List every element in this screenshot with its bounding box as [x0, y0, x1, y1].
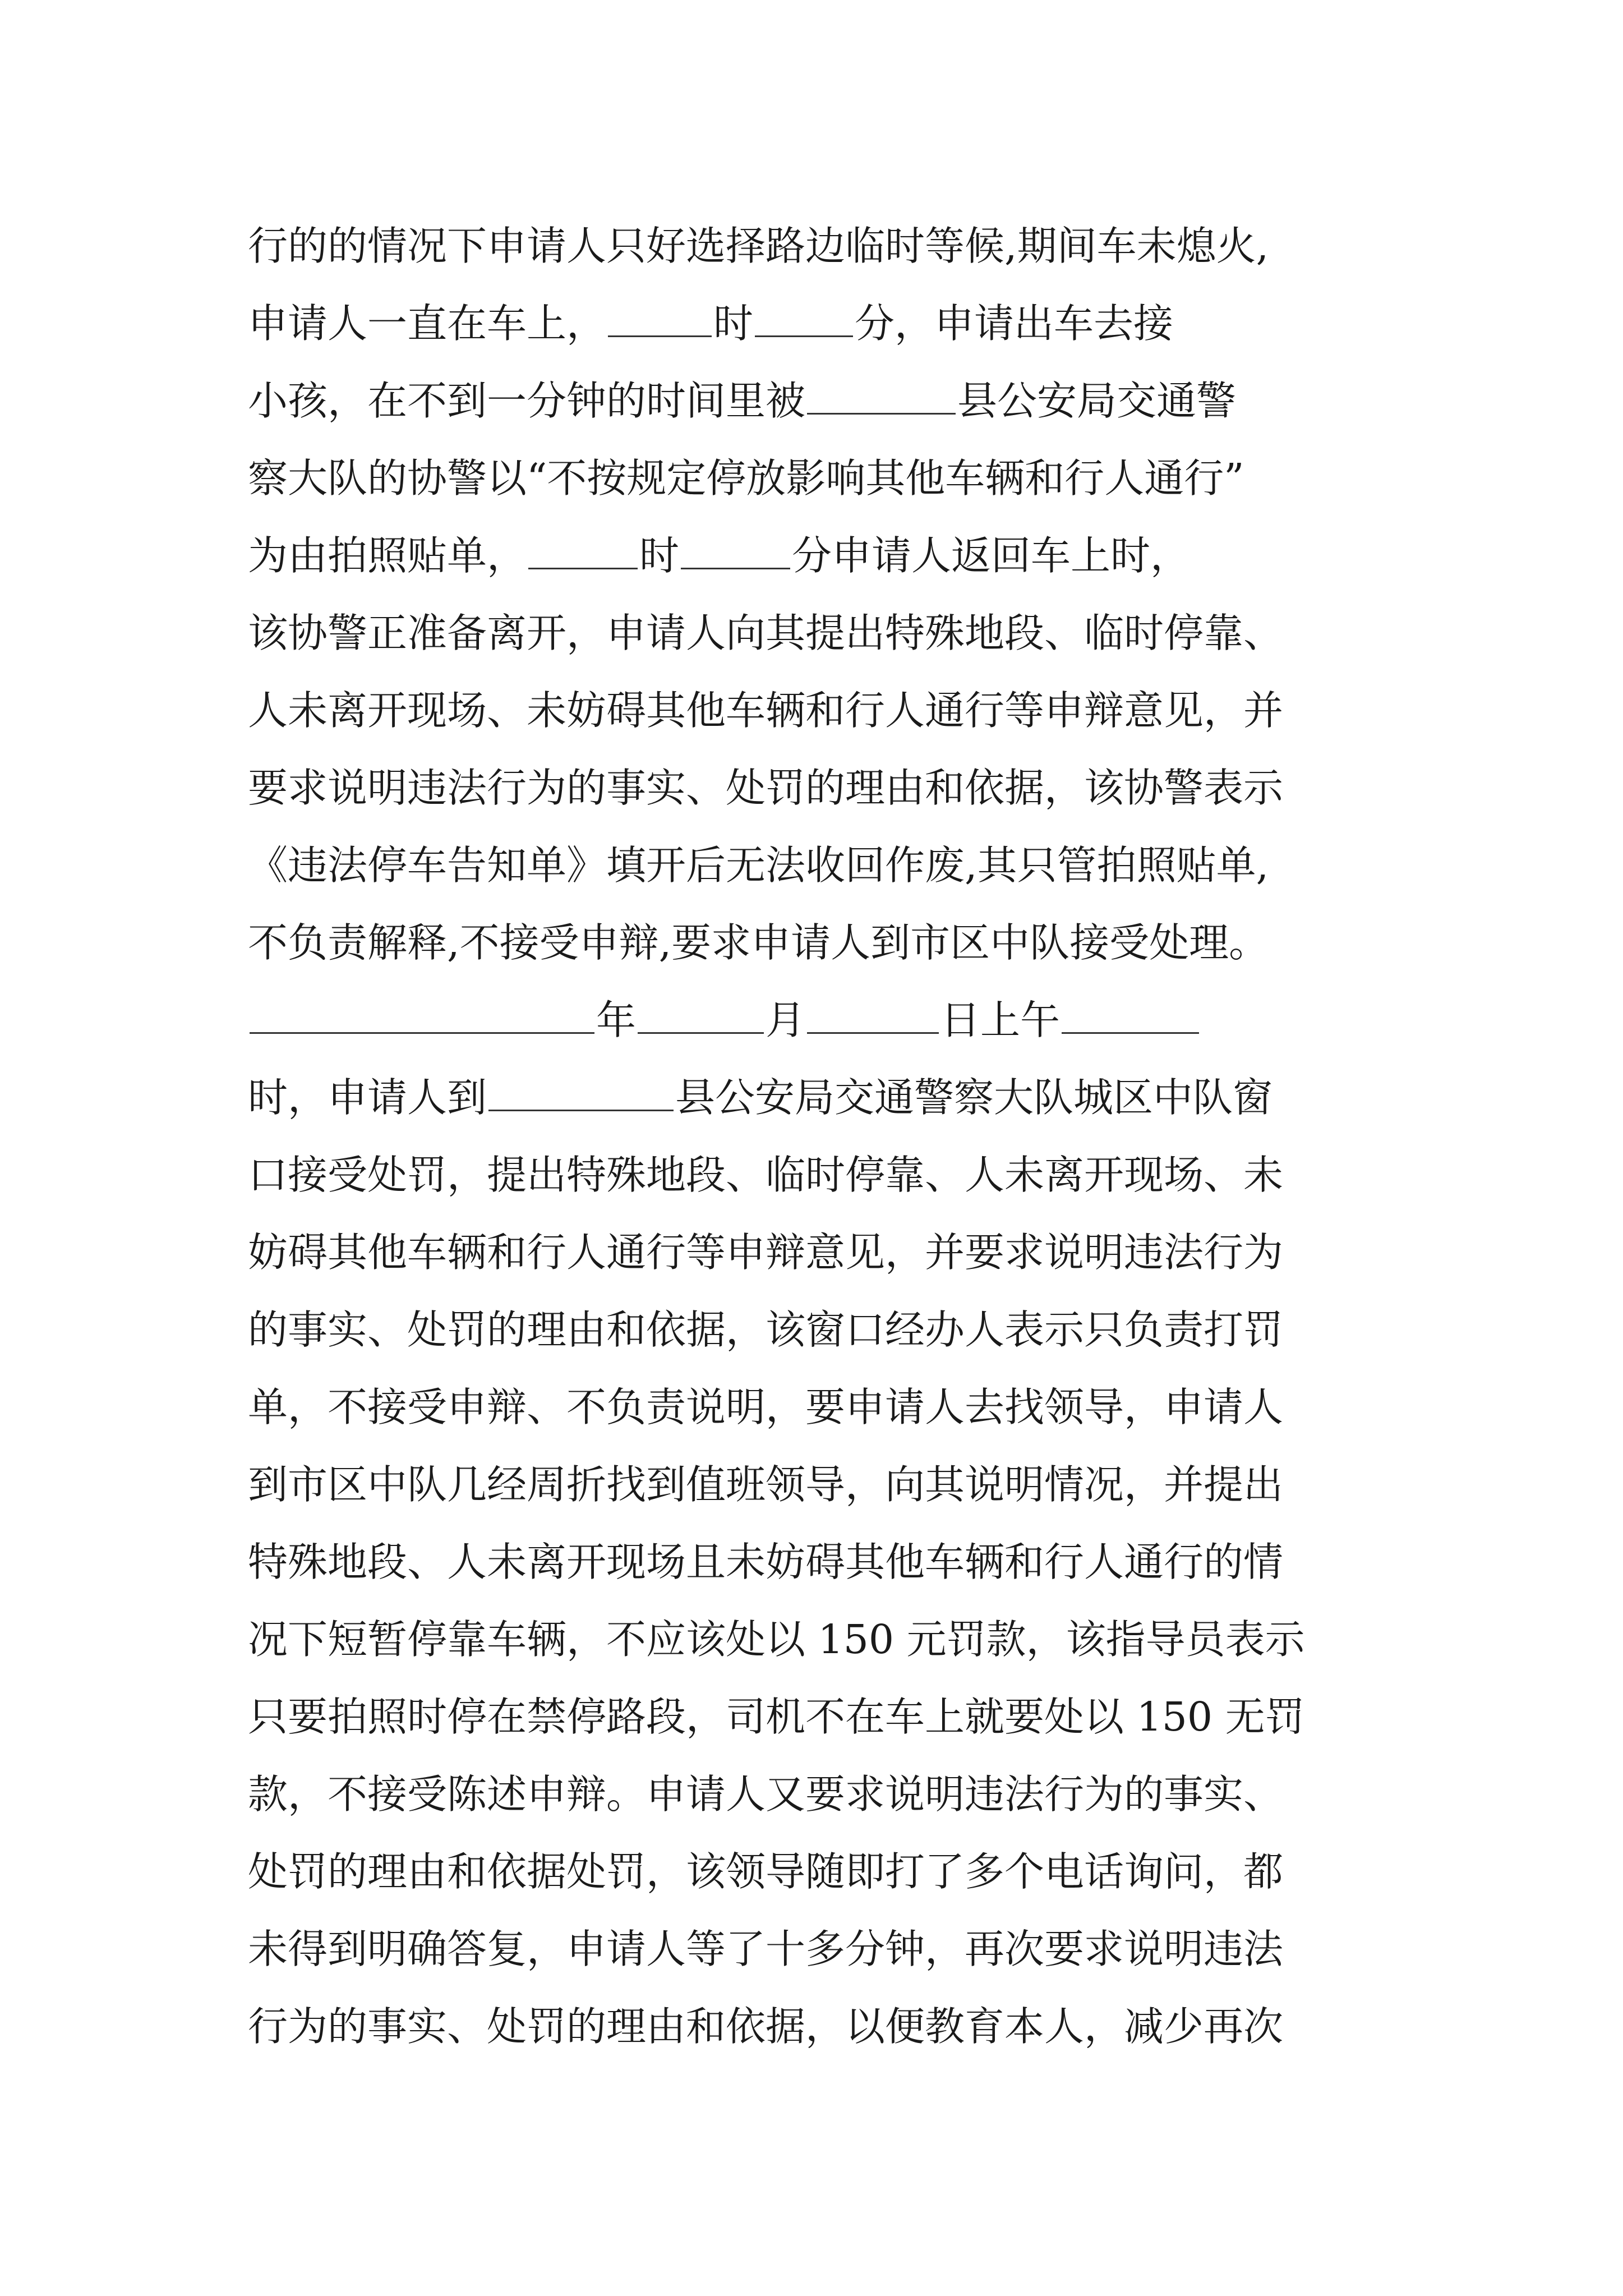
text-line	[248, 672, 1403, 749]
text-line	[248, 904, 1403, 982]
text-segment: 未得到明确答复，申请人等了十多分钟，再次要求说明违法	[248, 1926, 1284, 1972]
text-line	[248, 1911, 1403, 1988]
text-segment: 时，申请人到	[248, 1074, 487, 1121]
text-segment: 要求说明违法行为的事实、处罚的理由和依据，该协警表示	[248, 765, 1284, 811]
text-line	[248, 1756, 1403, 1833]
text-segment: 的事实、处罚的理由和依据，该窗口经办人表示只负责打罚	[248, 1306, 1284, 1353]
text-segment: 单，不接受申辩、不负责说明，要申请人去找领导，申请人	[248, 1384, 1284, 1430]
text-segment: 人未离开现场、未妨碍其他车辆和行人通行等申辩意见，并	[248, 687, 1284, 734]
text-segment: 申请人一直在车上，	[248, 300, 607, 347]
text-segment: 处罚的理由和依据处罚，该领导随即打了多个电话询问，都	[248, 1848, 1284, 1895]
text-segment: 时	[713, 300, 754, 347]
text-segment: 妨碍其他车辆和行人通行等申辩意见，并要求说明违法行为	[248, 1229, 1284, 1276]
text-line	[248, 1601, 1403, 1678]
fill-in-blank	[807, 995, 939, 1034]
text-line	[248, 1214, 1403, 1291]
text-segment: 行为的事实、处罚的理由和依据，以便教育本人，减少再次	[248, 2003, 1284, 2050]
fill-in-blank	[681, 530, 790, 569]
text-segment: 小孩，在不到一分钟的时间里被	[248, 378, 806, 424]
text-segment: 分，申请出车去接	[855, 300, 1174, 347]
text-segment: 该协警正准备离开，申请人向其提出特殊地段、临时停靠、	[248, 610, 1284, 656]
text-line	[248, 1524, 1403, 1601]
text-line	[248, 1446, 1403, 1524]
text-line	[248, 1369, 1403, 1446]
text-segment: 行的的情况下申请人只好选择路边临时等候,期间车未熄火,	[248, 223, 1269, 269]
text-segment: 只要拍照时停在禁停路段，司机不在车上就要处以 150 无罚	[248, 1694, 1305, 1740]
fill-in-blank	[488, 1072, 674, 1111]
text-line	[248, 1833, 1403, 1911]
text-line	[248, 285, 1403, 362]
text-segment: 到市区中队几经周折找到值班领导，向其说明情况，并提出	[248, 1461, 1284, 1508]
fill-in-blank	[638, 995, 764, 1034]
text-line	[248, 1988, 1403, 2065]
text-segment: 日上午	[940, 997, 1061, 1043]
fill-in-blank	[608, 298, 712, 337]
text-segment: 不负责解释,不接受申辩,要求申请人到市区中队接受处理。	[248, 919, 1269, 966]
text-segment: 县公安局交通警察大队城区中队窗	[675, 1074, 1273, 1121]
text-line	[248, 1059, 1403, 1137]
fill-in-blank	[528, 530, 638, 569]
text-line	[248, 208, 1403, 285]
text-segment: 款，不接受陈述申辩。申请人又要求说明违法行为的事实、	[248, 1771, 1284, 1818]
text-line	[248, 827, 1403, 904]
text-segment: 时	[639, 532, 680, 579]
text-segment: 月	[766, 997, 806, 1043]
text-segment: 口接受处罚，提出特殊地段、临时停靠、人未离开现场、未	[248, 1152, 1284, 1198]
text-line	[248, 595, 1403, 672]
text-segment: 况下短暂停靠车辆，不应该处以 150 元罚款，该指导员表示	[248, 1616, 1305, 1663]
fill-in-blank	[807, 375, 956, 415]
text-line	[248, 749, 1403, 827]
text-segment: 县公安局交通警	[957, 378, 1237, 424]
text-segment: 为由拍照贴单，	[248, 532, 527, 579]
fill-in-blank	[755, 298, 853, 337]
text-line	[248, 1137, 1403, 1214]
text-segment: 察大队的协警以“不按规定停放影响其他车辆和行人通行”	[248, 455, 1244, 501]
body-text	[248, 208, 1403, 2065]
text-line	[248, 982, 1403, 1059]
text-segment: 年	[596, 997, 637, 1043]
fill-in-blank	[250, 995, 594, 1034]
fill-in-blank	[1062, 995, 1199, 1034]
text-segment: 特殊地段、人未离开现场且未妨碍其他车辆和行人通行的情	[248, 1539, 1284, 1585]
text-line	[248, 1291, 1403, 1369]
text-line	[248, 440, 1403, 517]
text-segment: 分申请人返回车上时，	[792, 532, 1191, 579]
text-line	[248, 1678, 1403, 1756]
text-line	[248, 362, 1403, 440]
text-segment: 《违法停车告知单》填开后无法收回作废,其只管拍照贴单,	[248, 842, 1269, 889]
text-line	[248, 517, 1403, 595]
